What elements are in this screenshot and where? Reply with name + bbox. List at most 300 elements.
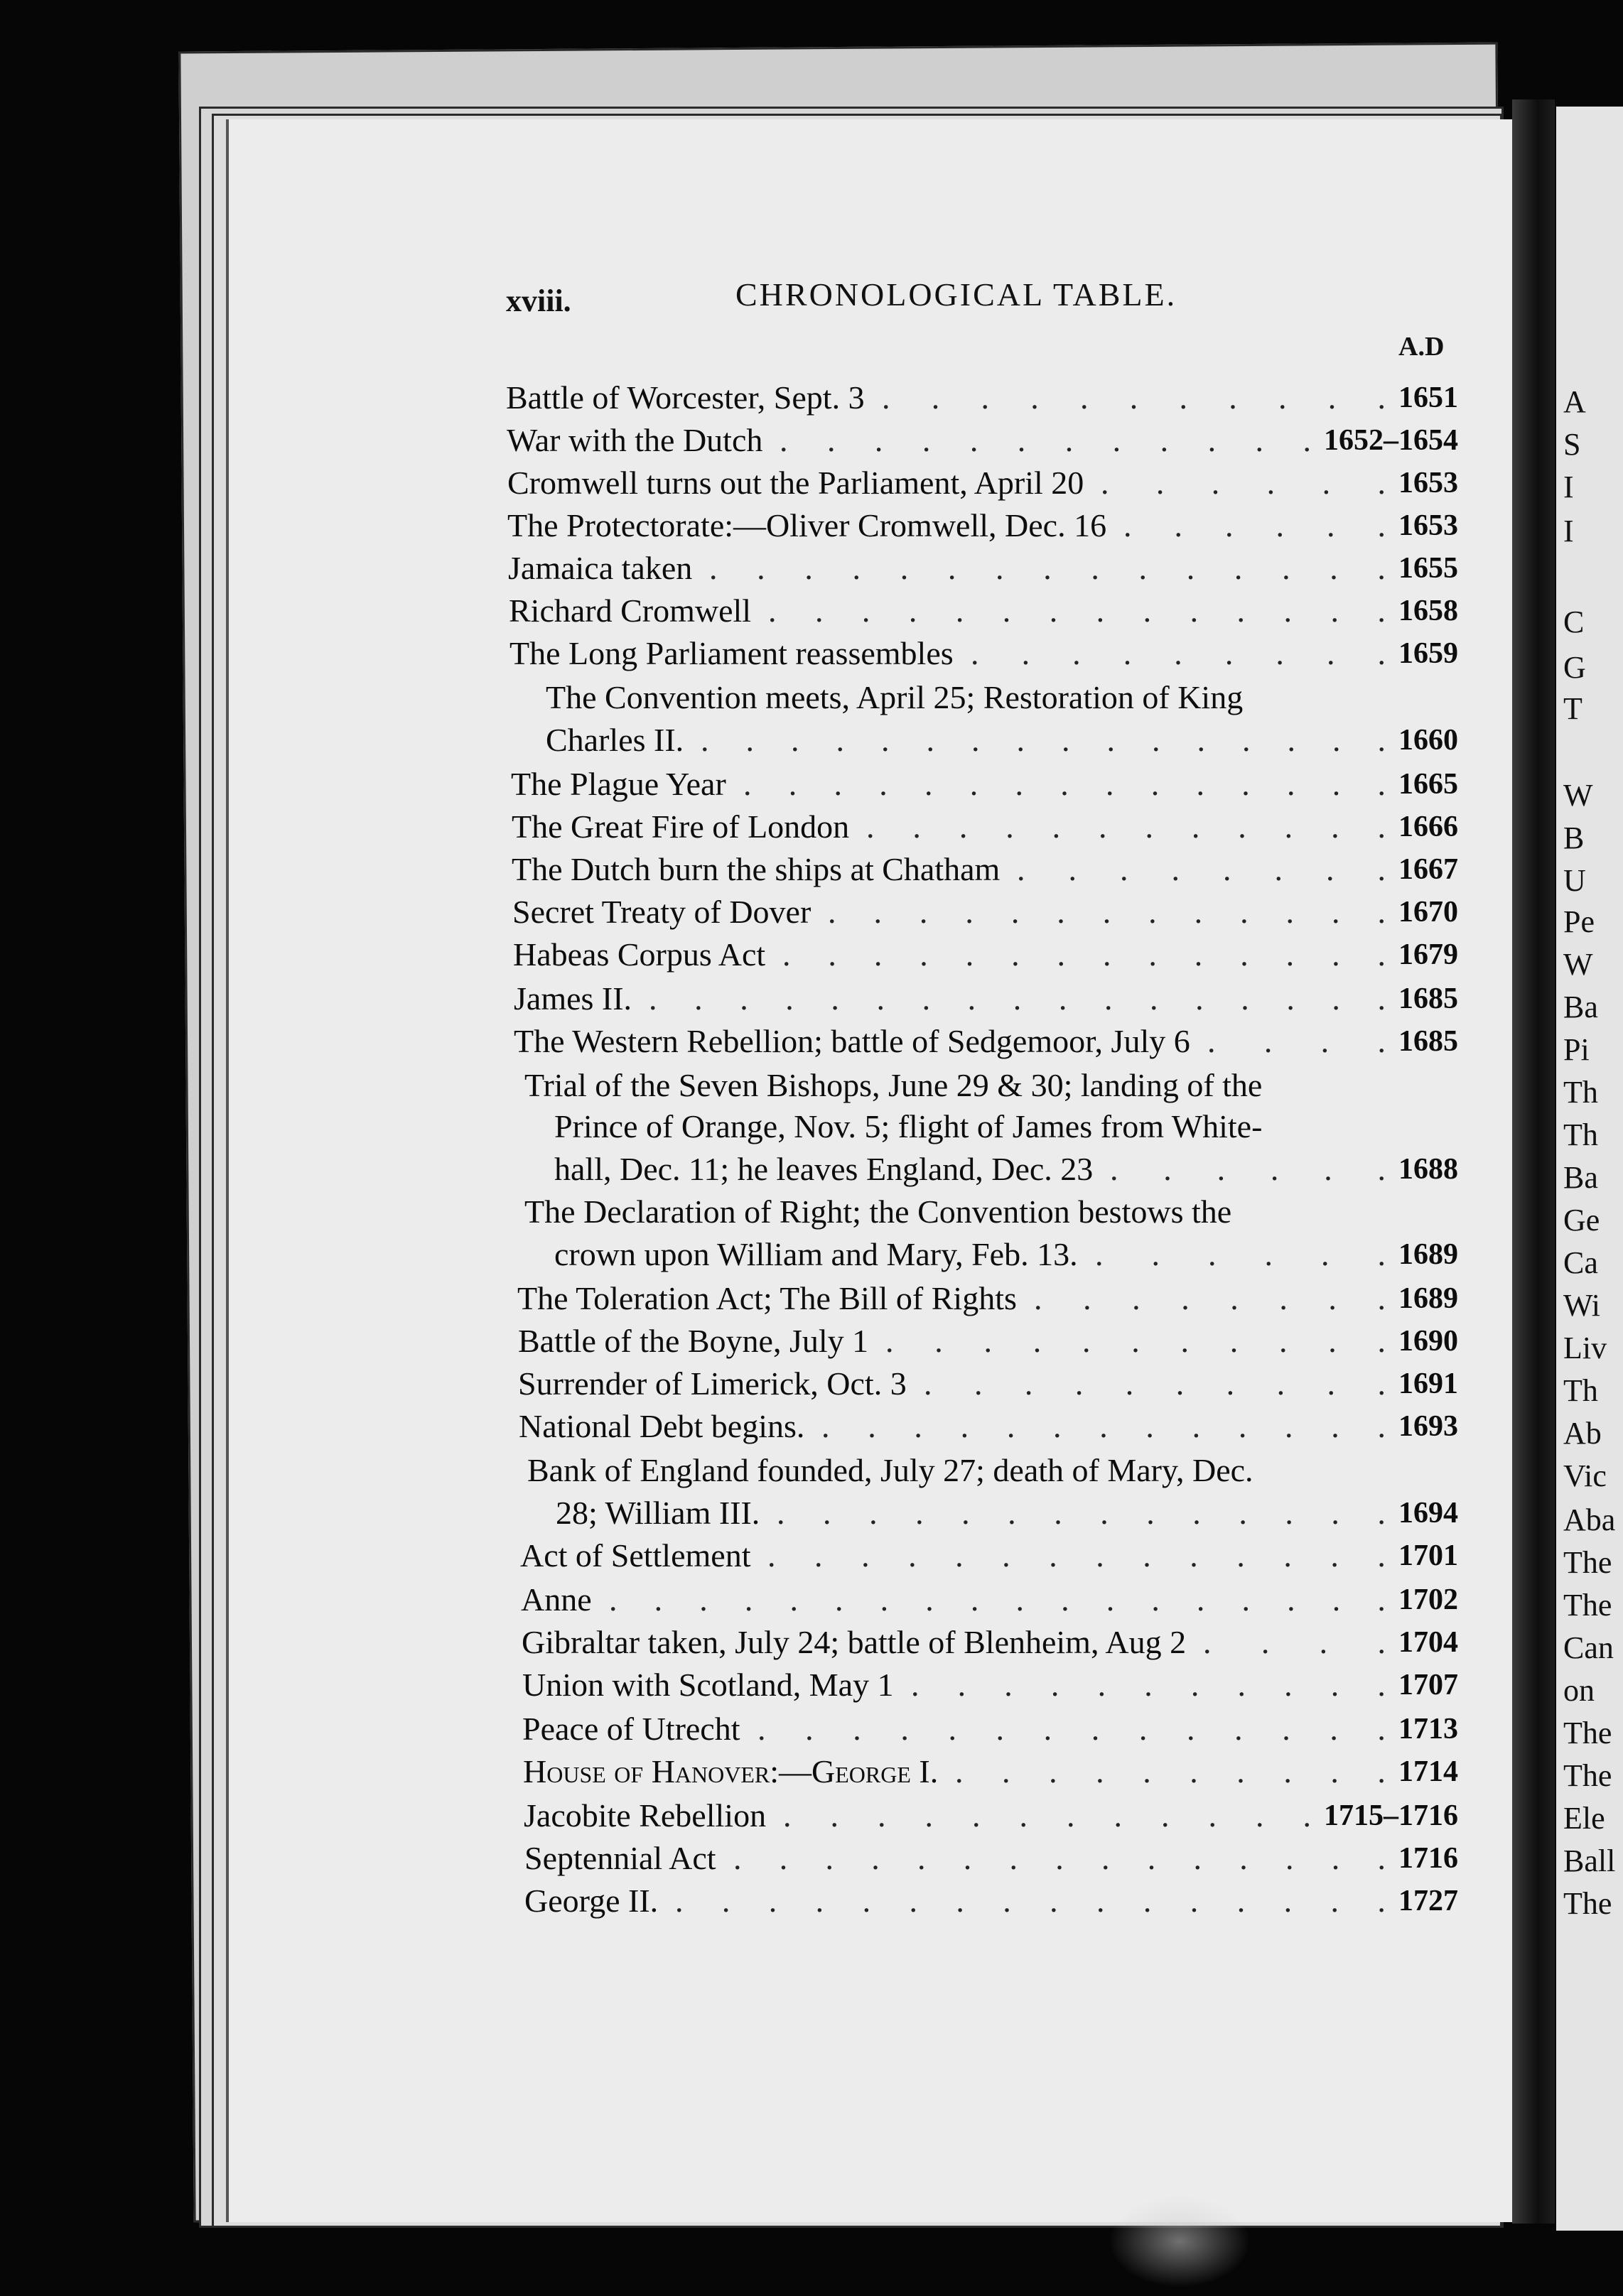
leader-dot: . [1114, 1797, 1122, 1834]
entry-year: 1653 [1398, 509, 1458, 542]
leader-dot: . [1377, 1667, 1386, 1703]
leader-dot: . [1270, 1151, 1279, 1187]
chronology-entry [0, 504, 1623, 547]
leader-dot: . [1072, 635, 1081, 671]
facing-page-text: G [1563, 650, 1586, 685]
leader-dot: . [963, 1840, 972, 1876]
leader-dot: . [826, 422, 836, 458]
leader-dot: . [744, 1581, 753, 1618]
entry-text: The Long Parliament reassembles [509, 635, 954, 671]
entry-text: The Great Fire of London [512, 808, 850, 845]
entry-year: 1666 [1398, 811, 1458, 843]
facing-page-text: Ge [1563, 1203, 1600, 1238]
leader-dot: . [1377, 1495, 1386, 1531]
leader-dot: . [1207, 422, 1217, 458]
leader-dots [821, 1405, 1386, 1448]
leader-dot: . [965, 894, 974, 930]
leader-dot: . [1237, 1667, 1246, 1703]
leader-dot: . [1236, 592, 1246, 629]
leader-dot: . [957, 1667, 966, 1703]
leader-dot: . [1331, 1840, 1340, 1876]
entry-year: 1659 [1398, 637, 1458, 670]
leader-dot: . [900, 1711, 909, 1747]
leader-dot: . [1091, 550, 1099, 586]
leader-dot: . [1099, 808, 1107, 845]
entry-text: Jacobite Rebellion [524, 1797, 767, 1834]
leader-dot: . [805, 1711, 814, 1747]
leader-dot: . [1223, 851, 1231, 887]
leader-dot: . [1283, 1537, 1292, 1574]
entry-text: National Debt begins. [519, 1408, 805, 1444]
entry-text: Union with Scotland, May 1 [522, 1667, 894, 1703]
leader-dot: . [1332, 722, 1341, 758]
leader-dot: . [1377, 635, 1386, 671]
entry-text: The Toleration Act; The Bill of Rights [517, 1280, 1017, 1316]
leader-dot: . [1060, 766, 1069, 802]
leader-dot: . [788, 766, 797, 802]
facing-page-text: A [1563, 384, 1586, 419]
entry-text: Jamaica taken [508, 550, 693, 586]
entry-year: 1693 [1398, 1410, 1458, 1443]
leader-dot: . [1322, 465, 1331, 501]
leader-dot: . [1125, 1365, 1134, 1402]
leader-dot: . [1095, 1236, 1104, 1272]
leader-dot: . [1174, 507, 1182, 543]
leader-dot: . [740, 980, 748, 1017]
leader-dot: . [1377, 851, 1386, 887]
leader-dot: . [1043, 550, 1052, 586]
leader-dot: . [834, 766, 842, 802]
entry-text: Septennial Act [524, 1840, 716, 1876]
chronology-entry [0, 1105, 1623, 1148]
leader-dot: . [821, 1408, 830, 1444]
leader-dot: . [885, 1323, 894, 1359]
leader-dots [971, 632, 1386, 675]
page-number: xviii. [506, 283, 571, 318]
leader-dot: . [1186, 550, 1195, 586]
leader-dot: . [789, 1581, 798, 1618]
entry-year: 1667 [1398, 853, 1458, 886]
leader-dot: . [869, 1495, 878, 1531]
leader-dot: . [814, 1537, 823, 1574]
entry-year: 1702 [1398, 1583, 1458, 1616]
leader-dot: . [1190, 1537, 1198, 1574]
leader-dot: . [814, 592, 824, 629]
leader-dots [1095, 1233, 1386, 1276]
leader-dot: . [919, 894, 928, 930]
leader-dot: . [866, 808, 875, 845]
leader-dot: . [1266, 465, 1276, 501]
chronology-entry [0, 978, 1623, 1020]
leader-dot: . [1030, 379, 1039, 416]
leader-dot: . [1326, 635, 1335, 671]
leader-dots [783, 1794, 1311, 1837]
entry-text: Prince of Orange, Nov. 5; flight of James from White- [554, 1108, 1263, 1144]
leader-dot: . [1058, 980, 1067, 1017]
facing-page-text: U [1563, 863, 1586, 898]
leader-dot: . [1283, 1883, 1293, 1919]
leader-dot: . [882, 379, 890, 416]
leader-dot: . [1287, 766, 1295, 802]
leader-dot: . [1016, 722, 1025, 758]
leader-dots [866, 806, 1386, 848]
leader-dot: . [853, 1711, 861, 1747]
entry-text: Anne [521, 1581, 592, 1618]
leader-dots [757, 1708, 1386, 1750]
facing-page-text: Ba [1563, 990, 1598, 1024]
leader-dot: . [1152, 722, 1160, 758]
leader-dot: . [1138, 1711, 1148, 1747]
entry-text: War with the Dutch [507, 422, 763, 458]
leader-dot: . [861, 1537, 870, 1574]
entry-year: 1713 [1398, 1713, 1458, 1745]
leader-dot: . [745, 722, 754, 758]
leader-dot: . [1285, 936, 1295, 973]
leader-dot: . [1100, 1495, 1109, 1531]
leader-dot: . [1377, 1581, 1386, 1618]
leader-dot: . [1328, 1323, 1337, 1359]
leader-dot: . [1096, 1883, 1105, 1919]
leader-dot: . [1239, 1495, 1247, 1531]
facing-page-text: Th [1563, 1117, 1598, 1152]
leader-dot: . [876, 980, 885, 1017]
leader-dot: . [1196, 766, 1204, 802]
entry-text: hall, Dec. 11; he leaves England, Dec. 23 [554, 1151, 1094, 1187]
leader-dot: . [981, 379, 989, 416]
leader-dot: . [924, 766, 933, 802]
leader-dot: . [1263, 1023, 1273, 1059]
leader-dot: . [694, 980, 703, 1017]
leader-dot: . [1017, 422, 1026, 458]
chronology-entry [0, 1449, 1623, 1492]
leader-dot: . [1015, 1581, 1024, 1618]
leader-dot: . [861, 592, 870, 629]
leader-dot: . [1278, 379, 1287, 416]
leader-dot: . [922, 422, 931, 458]
leader-dot: . [1123, 635, 1132, 671]
entry-year: 1679 [1398, 938, 1458, 971]
entry-text: 28; William III. [556, 1495, 760, 1531]
leader-dot: . [1377, 894, 1386, 930]
entry-year: 1714 [1398, 1755, 1458, 1788]
leader-dot: . [1054, 1495, 1062, 1531]
facing-page-text: B [1563, 821, 1585, 855]
leader-dot: . [1190, 1753, 1198, 1789]
leader-dot: . [917, 1840, 926, 1876]
entry-year: 1689 [1398, 1282, 1458, 1315]
leader-dot: . [1241, 1581, 1251, 1618]
leader-dot: . [900, 550, 909, 586]
leader-dot: . [931, 379, 940, 416]
leader-dot: . [1377, 507, 1386, 543]
leader-dot: . [1377, 1023, 1386, 1059]
leader-dot: . [1377, 1537, 1386, 1574]
leader-dot: . [969, 766, 978, 802]
leader-dot: . [1276, 1365, 1285, 1402]
leader-dot: . [830, 1797, 839, 1834]
leader-dot: . [955, 592, 964, 629]
leader-dot: . [1326, 851, 1334, 887]
leader-dot: . [879, 766, 888, 802]
leader-dot: . [1101, 1840, 1110, 1876]
leader-dots [1203, 1621, 1386, 1664]
facing-page-text: Can [1563, 1630, 1614, 1665]
leader-dot: . [1279, 1323, 1288, 1359]
facing-page-text: W [1563, 778, 1593, 813]
leader-dot: . [1377, 936, 1386, 973]
leader-dot: . [971, 722, 980, 758]
leader-dot: . [1138, 550, 1148, 586]
leader-dot: . [1194, 936, 1203, 973]
entry-text: Richard Cromwell [509, 592, 752, 629]
leader-dot: . [1282, 1711, 1290, 1747]
leader-dot: . [1236, 1883, 1246, 1919]
leader-dot: . [1236, 1537, 1245, 1574]
leader-dot: . [1320, 1023, 1330, 1059]
leader-dot: . [1053, 1408, 1062, 1444]
leader-dot: . [881, 722, 890, 758]
facing-page-text: Th [1563, 1075, 1598, 1110]
leader-dot: . [880, 1581, 889, 1618]
leader-dots [1034, 1277, 1386, 1320]
entry-year: 1652–1654 [1324, 424, 1458, 457]
leader-dot: . [1002, 1753, 1010, 1789]
leader-dot: . [1013, 980, 1022, 1017]
leader-dot: . [1377, 1365, 1386, 1402]
leader-dot: . [1008, 1495, 1016, 1531]
leader-dot: . [1330, 592, 1339, 629]
facing-page-text: S [1563, 427, 1581, 462]
entry-year: 1716 [1398, 1842, 1458, 1875]
leader-dots [649, 978, 1386, 1020]
leader-dot: . [1179, 379, 1187, 416]
leader-dot: . [862, 1883, 871, 1919]
leader-dot: . [1377, 1323, 1386, 1359]
entry-year: 1651 [1398, 381, 1458, 414]
leader-dot: . [1017, 851, 1025, 887]
leader-dot: . [1091, 1711, 1100, 1747]
leader-dot: . [1192, 1495, 1201, 1531]
leader-dot: . [1327, 379, 1337, 416]
leader-dot: . [1120, 851, 1128, 887]
entry-text: The Western Rebellion; battle of Sedgemoor, July 6 [514, 1023, 1190, 1059]
entry-text: crown upon William and Mary, Feb. 13. [554, 1236, 1078, 1272]
leader-dot: . [1203, 1624, 1212, 1660]
leader-dot: . [768, 592, 777, 629]
leader-dot: . [1256, 1797, 1264, 1834]
leader-dot: . [1102, 894, 1111, 930]
chronology-entry [0, 1750, 1623, 1793]
leader-dot: . [609, 1581, 618, 1618]
leader-dots [1017, 848, 1386, 891]
leader-dot: . [1181, 1280, 1190, 1316]
entry-text: Cromwell turns out the Parliament, April 20 [507, 465, 1084, 501]
leader-dot: . [915, 1495, 924, 1531]
leader-dot: . [908, 1537, 917, 1574]
entry-text: The Protectorate:—Oliver Cromwell, Dec. 16 [507, 507, 1107, 543]
leader-dot: . [1238, 808, 1246, 845]
leader-dot: . [956, 1883, 964, 1919]
leader-dot: . [1151, 1581, 1160, 1618]
leader-dot: . [878, 1797, 886, 1834]
leader-dots [777, 1492, 1386, 1534]
leader-dot: . [1106, 722, 1115, 758]
leader-dot: . [1002, 1537, 1010, 1574]
leader-dot: . [1009, 1840, 1018, 1876]
leader-dot: . [768, 1883, 777, 1919]
leader-dot: . [1377, 808, 1386, 845]
leader-dot: . [1285, 1495, 1293, 1531]
leader-dot: . [1242, 722, 1251, 758]
facing-page-text: Th [1563, 1373, 1598, 1408]
leader-dot: . [970, 1581, 979, 1618]
leader-dot: . [1050, 1667, 1059, 1703]
entry-text: Secret Treaty of Dover [512, 894, 812, 930]
leader-dot: . [767, 1537, 776, 1574]
leader-dot: . [1067, 1797, 1075, 1834]
chronology-entry [0, 377, 1623, 419]
leader-dot: . [1082, 1323, 1091, 1359]
chronology-entry [0, 1880, 1623, 1922]
leader-dot: . [649, 980, 657, 1017]
leader-dot: . [1264, 1236, 1273, 1272]
leader-dot: . [1234, 1711, 1243, 1747]
page-title: CHRONOLOGICAL TABLE. [735, 276, 1177, 313]
leader-dot: . [959, 808, 968, 845]
facing-page-text: Ba [1563, 1160, 1598, 1195]
leader-dots [911, 1664, 1386, 1706]
leader-dots [609, 1578, 1386, 1621]
facing-page-text: Wi [1563, 1288, 1600, 1323]
leader-dot: . [1006, 1408, 1015, 1444]
leader-dot: . [1049, 1753, 1057, 1789]
chronology-entry [0, 1578, 1623, 1621]
leader-dot: . [924, 1365, 932, 1402]
leader-dot: . [1330, 1537, 1339, 1574]
leader-dot: . [1180, 1323, 1189, 1359]
leader-dot: . [1171, 851, 1180, 887]
entry-year: 1727 [1398, 1885, 1458, 1917]
leader-dots [1207, 1020, 1386, 1063]
leader-dot: . [1057, 894, 1065, 930]
leader-dot: . [934, 1323, 943, 1359]
leader-dots [882, 377, 1386, 419]
leader-dot: . [757, 1711, 766, 1747]
leader-dot: . [1238, 1408, 1247, 1444]
leader-dot: . [1097, 1667, 1106, 1703]
leader-dot: . [1102, 936, 1111, 973]
leader-dot: . [1331, 894, 1340, 930]
chronology-entry [0, 1064, 1623, 1107]
leader-dot: . [1285, 1408, 1293, 1444]
entry-year: 1690 [1398, 1325, 1458, 1358]
leader-dot: . [1112, 422, 1121, 458]
leader-dot: . [1229, 379, 1237, 416]
leader-dot: . [1144, 1667, 1153, 1703]
leader-dot: . [1229, 1323, 1239, 1359]
leader-dot: . [828, 936, 836, 973]
leader-dot: . [1190, 592, 1199, 629]
leader-dot: . [1331, 1408, 1339, 1444]
leader-dot: . [1331, 808, 1339, 845]
leader-dot: . [779, 1840, 788, 1876]
leader-dot: . [1208, 1797, 1217, 1834]
leader-dot: . [996, 1711, 1005, 1747]
leader-dot: . [1230, 1280, 1239, 1316]
leader-dot: . [804, 550, 813, 586]
leader-dot: . [1241, 766, 1250, 802]
leader-dot: . [1330, 1883, 1339, 1919]
leader-dot: . [960, 1408, 969, 1444]
entry-text: The Declaration of Right; the Convention bestows the [524, 1193, 1232, 1230]
leader-dot: . [1211, 465, 1220, 501]
leader-dot: . [1330, 1667, 1339, 1703]
leader-dot: . [1276, 507, 1284, 543]
leader-dot: . [871, 1840, 880, 1876]
leader-dots [733, 1837, 1386, 1880]
facing-page-text: Ab [1563, 1416, 1602, 1451]
leader-dot: . [983, 1323, 992, 1359]
entry-year: 1670 [1398, 896, 1458, 928]
leader-dot: . [1104, 980, 1113, 1017]
leader-dot: . [1377, 1711, 1386, 1747]
leader-dot: . [873, 936, 883, 973]
leader-dot: . [1377, 1151, 1386, 1187]
leader-dot: . [701, 722, 709, 758]
leader-dot: . [874, 422, 883, 458]
leader-dot: . [1240, 936, 1249, 973]
entry-text: Habeas Corpus Act [513, 936, 766, 973]
leader-dot: . [868, 1408, 876, 1444]
leader-dot: . [791, 722, 799, 758]
leader-dots [828, 891, 1386, 933]
leader-dot: . [1287, 722, 1295, 758]
leader-dots [767, 1534, 1386, 1577]
leader-dot: . [831, 980, 839, 1017]
leader-dot: . [1101, 465, 1109, 501]
facing-page-text: I [1563, 514, 1574, 548]
chronology-entry [0, 547, 1623, 590]
entry-year: 1689 [1398, 1238, 1458, 1271]
leader-dot: . [1143, 1753, 1151, 1789]
chronology-entry [0, 1405, 1623, 1448]
leader-dot: . [1287, 1581, 1295, 1618]
leader-dots [1101, 462, 1386, 504]
leader-dot: . [757, 550, 765, 586]
leader-dot: . [1377, 1280, 1386, 1316]
leader-dot: . [920, 936, 928, 973]
leader-dot: . [675, 1883, 684, 1919]
entry-text: The Dutch burn the ships at Chatham [512, 851, 1001, 887]
entry-year: 1685 [1398, 1025, 1458, 1058]
leader-dots [768, 590, 1386, 632]
entry-text: The Plague Year [511, 766, 726, 802]
year-column-label: A.D [1398, 332, 1445, 362]
leader-dot: . [1032, 1323, 1042, 1359]
leader-dot: . [955, 1537, 964, 1574]
chronology-entry [0, 1837, 1623, 1880]
facing-page-text: The [1563, 1545, 1612, 1580]
entry-year: 1707 [1398, 1669, 1458, 1701]
leader-dot: . [836, 722, 844, 758]
leader-dot: . [1015, 766, 1023, 802]
leader-dot: . [972, 1797, 981, 1834]
leader-dot: . [1377, 550, 1386, 586]
leader-dot: . [1002, 592, 1011, 629]
leader-dot: . [1330, 1711, 1338, 1747]
chronology-entry [0, 1492, 1623, 1534]
chronology-entry [0, 933, 1623, 976]
